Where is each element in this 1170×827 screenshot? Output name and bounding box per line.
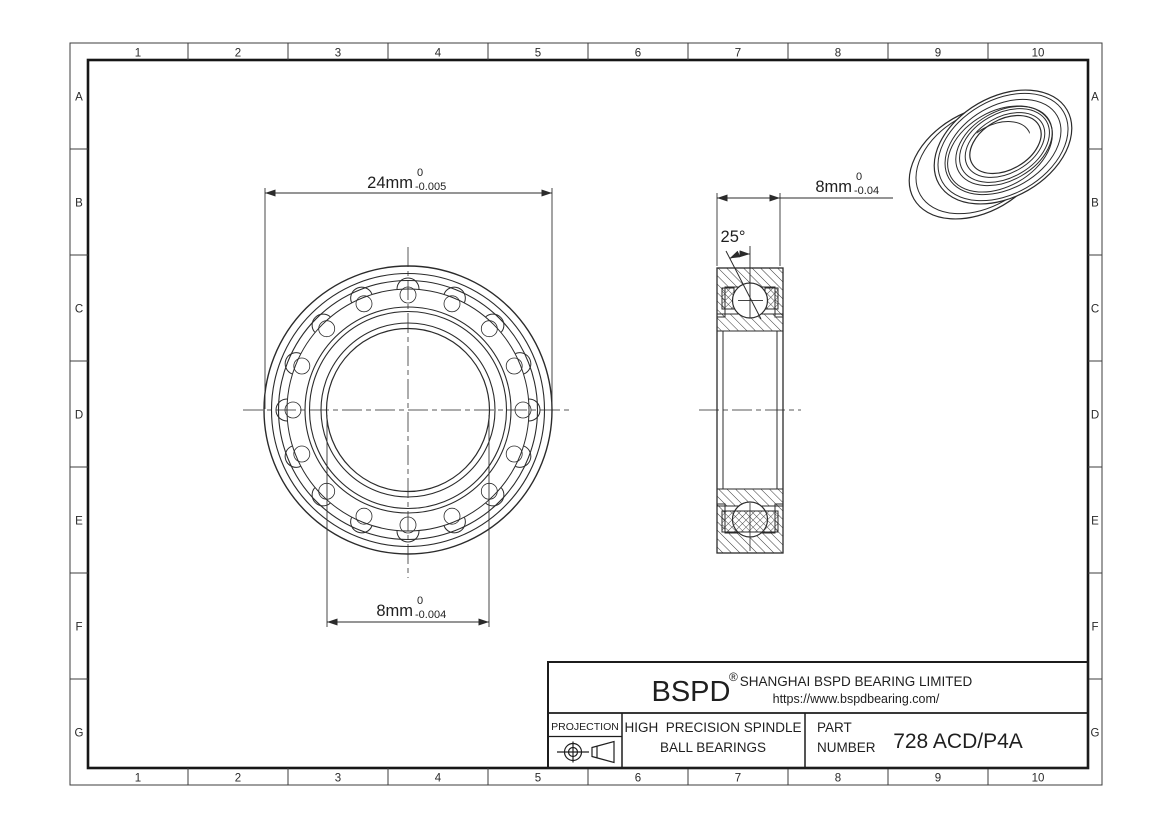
grid-column-label: 5 [534,772,542,785]
grid-row-label: B [1091,197,1099,210]
grid-row-label: A [1091,91,1099,104]
width-tol-upper: 0 [856,171,863,183]
grid-column-label: 9 [934,772,942,785]
part-label-line1: PART [817,720,852,735]
grid-column-label: 1 [134,772,142,785]
width-value: 8mm [815,178,852,196]
ball-outline [444,296,460,312]
grid-row-label: C [1090,303,1100,316]
ball-outline [356,508,372,524]
bore-value: 8mm [376,602,413,620]
od-value: 24mm [367,174,413,192]
grid-row-label: D [1090,409,1100,422]
grid-column-label: 8 [834,772,842,785]
od-tol-lower: -0.005 [415,181,447,193]
grid-column-label: 7 [734,47,742,60]
grid-column-label: 10 [1031,47,1045,60]
part-label-line2: NUMBER [817,740,876,755]
brand-logo: BSPD [651,676,731,708]
grid-column-label: 7 [734,772,742,785]
ball-outline [481,321,497,337]
grid-row-label: A [75,91,83,104]
grid-column-label: 3 [334,47,342,60]
grid-column-label: 4 [434,47,442,60]
grid-row-label: G [1090,727,1100,740]
grid-column-label: 9 [934,47,942,60]
front-view-centerlines [243,247,573,578]
grid-column-label: 6 [634,772,642,785]
grid-column-label: 5 [534,47,542,60]
registered-mark: ® [729,670,738,684]
seal-section [722,511,778,532]
ball-outline [356,296,372,312]
grid-row-label: D [74,409,84,422]
grid-row-label: G [74,727,84,740]
grid-column-label: 8 [834,47,842,60]
grid-column-label: 2 [234,47,242,60]
grid-column-label: 10 [1031,772,1045,785]
ball-outline [319,321,335,337]
ball-outline [294,446,310,462]
title-block [548,662,1088,768]
ball-outline [506,446,522,462]
isometric-view [889,67,1092,243]
grid-row-label: C [74,303,84,316]
grid-row-label: E [1091,515,1099,528]
product-title-line2: BALL BEARINGS [659,740,767,755]
ball-outline [444,508,460,524]
projection-label: PROJECTION [551,721,619,733]
part-number: 728 ACD/P4A [893,730,1023,753]
company-website: https://www.bspdbearing.com/ [772,692,940,706]
grid-column-label: 6 [634,47,642,60]
grid-column-label: 2 [234,772,242,785]
product-title-line1: HIGH PRECISION SPINDLE [624,720,802,735]
width-dimension [717,171,893,266]
ball-outline [506,358,522,374]
grid-row-label: F [75,621,83,634]
grid-row-label: B [75,197,83,210]
grid-row-label: E [75,515,83,528]
grid-row-label: F [1091,621,1099,634]
grid-column-label: 4 [434,772,442,785]
grid-column-label: 3 [334,772,342,785]
front-view [243,167,573,627]
od-tol-upper: 0 [417,167,424,179]
grid-column-label: 1 [134,47,142,60]
projection-frustum [592,742,614,763]
section-view [699,171,893,553]
ball-outline [294,358,310,374]
company-name: SHANGHAI BSPD BEARING LIMITED [739,674,973,689]
bore-tol-lower: -0.004 [415,609,447,621]
first-angle-projection-icon [557,742,614,763]
contact-angle-value: 25° [720,228,746,246]
angle-arc [730,254,750,258]
width-tol-lower: -0.04 [854,185,880,197]
bore-tol-upper: 0 [417,595,424,607]
